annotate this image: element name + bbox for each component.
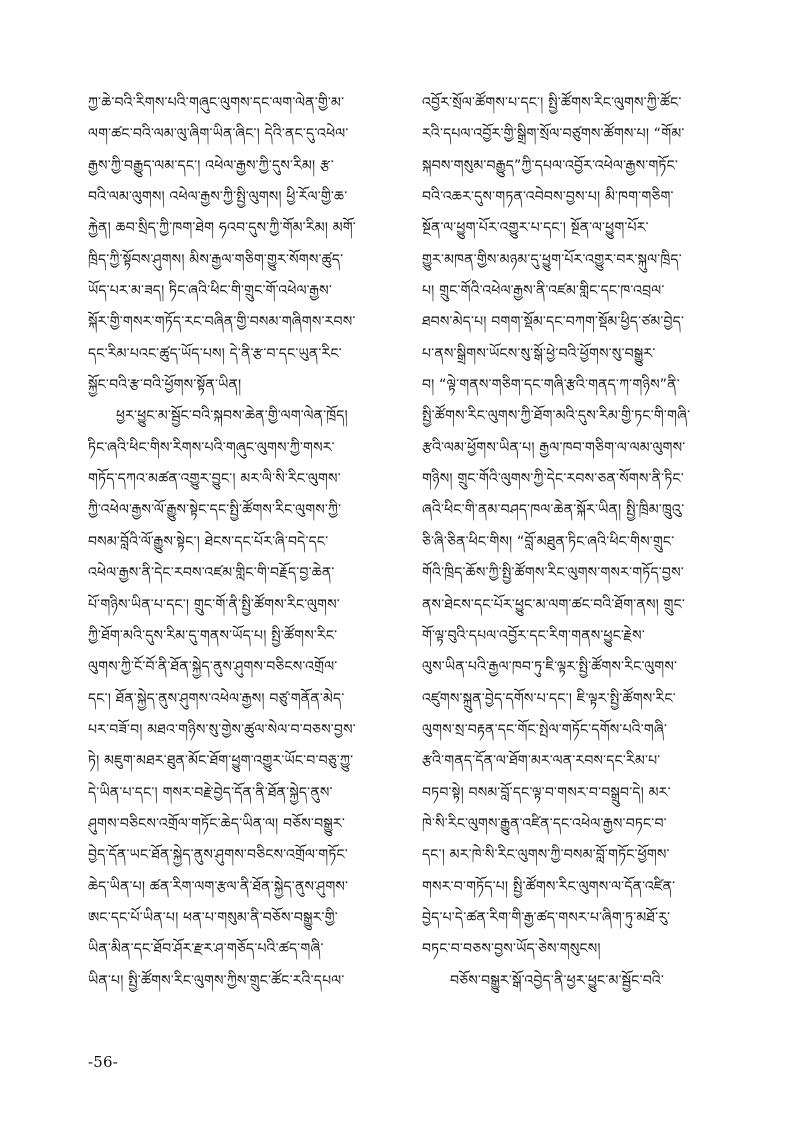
right-column — [422, 88, 767, 997]
text-line: པར་བཟོ་བ། མཐའ་གཉིས་སུ་གྱེས་ཚུལ་སེལ་བ་བཅས་བྱས་ — [88, 721, 356, 738]
text-line: ཨང་དང་པོ་ཡིན་པ། ཕན་པ་གསུམ་ནི་བཅོས་བསྒྱུར་གྱི་ — [88, 909, 338, 926]
paragraph-start-line: ཕྱར་ཕྱུང་མ་སྦྱོང་བའི་སྐབས་ཆེན་གྱི་ལག་ལེན་ཁྲོད། — [116, 408, 348, 425]
text-line: དང་། མར་ཁེ་སི་རིང་ལུགས་ཀྱི་བསམ་བློ་གཏོང་ཕྱོགས་ — [422, 847, 670, 864]
paragraph-start-line: བཅོས་བསྒྱུར་སྒོ་འབྱེད་ནི་ཕྱར་ཕྱུང་མ་སྦྱོང་བའི་ — [450, 972, 665, 989]
text-line: རྩའི་ལམ་ཕྱོགས་ཡིན་པ། རྒྱལ་ཁབ་གཅིག་ལ་ལམ་ལུགས་ — [422, 439, 686, 456]
text-line: ལུགས་ཀྱི་ངོ་བོ་ནི་ཐོན་སྐྱེད་ནུས་ཤུགས་བཅིངས་འགྲོལ་ — [88, 659, 338, 676]
text-line: བའི་འཆར་དུས་གཏན་འབེབས་བྱས་པ། མི་ཁག་གཅིག་ — [422, 189, 674, 206]
text-line: བའི་ལམ་ལུགས། འཕེལ་རྒྱས་ཀྱི་སྤྱི་ལུགས། ཕྱི་རོལ་གྱི་ཆ་ — [88, 189, 348, 206]
text-line: བཏབ་སྟེ། བསམ་བློ་དང་ལྟ་བ་གསར་བ་བསྒྲུབ་དེ། མར་ — [422, 784, 671, 801]
text-line: འཛུགས་སྐྲུན་བྱེད་དགོས་པ་དང་། ཇི་ལྟར་སྤྱི་ཚོགས་རིང་ — [422, 690, 676, 707]
text-line: སྤྱི་ཚོགས་རིང་ལུགས་ཀྱི་ཐོག་མའི་དུས་རིམ་གྱི་ཏང་གི་གཞི་ — [422, 408, 691, 425]
text-line: ཡིན་མིན་དང་ཐོབ་ཤོར་རྫར་ཤ་གཅོད་པའི་ཚད་གཞི་ — [88, 941, 324, 958]
text-line: གོའི་ཁྲིད་ཆོས་ཀྱི་སྤྱི་ཚོགས་རིང་ལུགས་གསར་གཏོད་བྱས་ — [422, 565, 684, 582]
text-line: གཏོད་དཀའ་མཚན་འགྱུར་བྱུང་། མར་ལི་སི་རིང་ལུགས་ — [88, 471, 341, 488]
text-line: འཕེལ་རྒྱས་ནི་དེང་རབས་འཛམ་གླིང་གི་བརྗོད་བྱ་ཆེན་ — [88, 565, 335, 582]
text-line: ཀྱ་ཆེ་བའི་རིགས་པའི་གཞུང་ལུགས་དང་ལག་ལེན་གྱི་མ་ — [88, 95, 345, 111]
text-line: སྐབས་གསུམ་བརྒྱུད”ཀྱི་དཔལ་འབྱོར་འཕེལ་རྒྱས་གཏོང་ — [422, 157, 678, 174]
text-line: བྱེད་པ་དེ་ཚན་རིག་གི་རྒྱ་ཚད་གསར་པ་ཞིག་ཏུ་མཐོ་རུ་ — [422, 909, 671, 926]
text-line: ཤུགས་བཅིངས་འགྲོལ་གཏོང་ཆེད་ཡིན་ལ། བཅོས་བསྒྱུར་ — [88, 815, 345, 832]
text-line: རྩའི་གནད་དོན་ལ་ཐོག་མར་ལན་རབས་དང་རིམ་པ་ — [422, 753, 661, 770]
text-line: ཡོད་པར་མ་ཟད། ཏིང་ཞའི་ཕིང་གི་གྲུང་གོ་འཕེལ་རྒྱས་ — [88, 283, 332, 300]
text-line: ཆེད་ཡིན་པ། ཚན་རིག་ལག་རྩལ་ནི་ཐོན་སྐྱེད་ནུས་ཤུགས་ — [88, 878, 349, 895]
text-line: ལག་ཚང་བའི་ལམ་ལུ་ཞིག་ཡིན་ཞིང་། དེའི་ནང་དུ་འཕེལ་ — [88, 126, 349, 143]
text-line: ཐབས་མེད་པ། བགག་སྡོམ་དང་བཀག་སྡོམ་ཕྱིད་ཙམ་བྱེད་ — [422, 314, 685, 331]
text-line: དང་། ཐོན་སྐྱེད་ནུས་ཤུགས་འཕེལ་རྒྱས། བཙུ་གནོན་མེད་ — [88, 690, 345, 707]
text-line: དང་རིམ་པའང་ཚུད་ཡོད་པས། དེ་ནི་རྩ་བ་དང་ཡུན་རིང་ — [88, 345, 342, 362]
text-line: བཏང་བ་བཅས་བྱས་ཡོད་ཅེས་གསུངས། — [422, 941, 601, 958]
page-number: -56- — [88, 1053, 119, 1071]
text-line: གོ་ལྟ་བུའི་དཔལ་འབྱོར་དང་རིག་གནས་ཕྱུང་རྗེས་ — [422, 627, 645, 644]
text-line: སྔོན་ལ་ཕྱུག་པོར་འགྱུར་པ་དང་། སྔོན་ལ་ཕྱུག་པོར་ — [422, 220, 649, 237]
text-line: ཏེ། མཇུག་མཐར་ཐུན་མོང་ཐོག་ཕྱུག་འགྱུར་ཡོང་བ་བཅུ་ཀྱུ་ — [88, 753, 354, 770]
text-line: ཅི་ཞི་ཅིན་ཕིང་གིས། “བློ་མཐུན་ཏིང་ཞའི་ཕིང་གིས་གྲུང་ — [422, 533, 675, 550]
text-line: ལུགས་སྲ་བརྟན་དང་གོང་སྤེལ་གཏོང་དགོས་པའི་གཞི་ — [422, 721, 668, 738]
text-line: སྐོར་གྱི་གསར་གཏོད་རང་བཞིན་གྱི་བསམ་གཞིགས་རབས་ — [88, 314, 356, 331]
text-line: རའི་དཔལ་འབྱོར་གྱི་སྒྲིག་སྲོལ་བཙུགས་ཚོགས་པ། “གོམ་ — [422, 126, 685, 143]
left-column — [88, 88, 433, 997]
text-line: གྱུར་མཁན་གྱིས་མཉམ་དུ་ཕྱུག་པོར་འགྱུར་བར་སྐུལ་ཁྲིད་ — [422, 251, 682, 268]
text-line: ཏིང་ཞའི་ཕིང་གིས་རིགས་པའི་གཞུང་ལུགས་ཀྱི་གསར་ — [88, 439, 335, 456]
text-line: པ་ནས་སྒྲིགས་ཡོངས་སུ་སྒོ་ཕྱེ་བའི་ཕྱོགས་སུ་བསྒྱུར་ — [422, 345, 656, 362]
text-line: ནས་ཐེངས་དང་པོར་ཕྱུང་མ་ལག་ཚང་བའི་ཐོག་ནས། གྲུང་ — [422, 596, 686, 613]
text-line: གསར་བ་གཏོད་པ། སྤྱི་ཚོགས་རིང་ལུགས་ལ་དོན་འཛིན་ — [422, 878, 676, 895]
text-line: སྐྱོང་བའི་རྩ་བའི་ཕྱོགས་སྟོན་ཡིན། — [88, 377, 242, 394]
text-line: ཀྱི་ཐོག་མའི་དུས་རིམ་དུ་གནས་ཡོད་པ། སྤྱི་ཚོགས་རིང་ — [88, 627, 338, 644]
text-line: ཁྲིད་ཀྱི་སྟོབས་ཤུགས། མིས་རྒྱལ་གཅིག་གྱུར་སོགས་ཚུད་ — [88, 251, 344, 268]
text-line: གཉིས། གྲུང་གོའི་ལུགས་ཀྱི་དེང་རབས་ཅན་སོགས་ནི་ཏིང་ — [422, 471, 684, 488]
text-line: པ། གྲུང་གོའི་འཕེལ་རྒྱས་ནི་འཛམ་གླིང་དང་ཁ་འབྲལ་ — [422, 283, 665, 300]
text-line: ཁེ་སི་རིང་ལུགས་རྒྱུན་འཛིན་དང་འཕེལ་རྒྱས་བཏང་བ་ — [422, 815, 667, 832]
text-line: དེ་ཡིན་པ་དང་། གསར་བརྗེ་བྱེད་དོན་ནི་ཐོན་སྐྱེད་ནུས་ — [88, 784, 333, 801]
text-line: ཀྱི་འཕེལ་རྒྱས་ལོ་རྒྱུས་སྟེང་དང་སྤྱི་ཚོགས་རིང་ལུགས་ཀྱི་ — [88, 502, 342, 519]
text-line: བ། “ལྟེ་གནས་གཅིག་དང་གཞི་རྩའི་གནད་ཀ་གཉིས”ནི་ — [422, 377, 680, 394]
text-line: རྒྱས་ཀྱི་བརྒྱུད་ལམ་དང་། འཕེལ་རྒྱས་ཀྱི་དུས་རིམ། རྩ་ — [88, 157, 334, 174]
text-line: རྐྱེན། ཆབ་སྲིད་ཀྱི་ཁག་ཐེག ཧའབ་དུས་ཀྱི་གོམ་རིམ། མགོ་ — [88, 220, 356, 237]
text-line: ཡིན་པ། སྤྱི་ཚོགས་རིང་ལུགས་ཀྱིས་གྲུང་ཚོང་རའི་དཔལ་ — [88, 972, 345, 989]
text-line: པོ་གཉིས་ཡིན་པ་དང་། གྲུང་གོ་ནི་སྤྱི་ཚོགས་རིང་ལུགས་ — [88, 596, 340, 613]
text-line: བསམ་བློའི་ལོ་རྒྱུས་སྟེང་། ཐེངས་དང་པོར་ཞི་བདེ་དང་ — [88, 533, 329, 550]
text-line: བྱེད་དོན་ཡང་ཐོན་སྐྱེད་ནུས་ཤུགས་བཅིངས་འགྲོལ་གཏོང་ — [88, 847, 348, 864]
text-line: ཞའི་ཕིང་གི་ནམ་བཤད་ཁལ་ཆེན་སྐོར་ཡིན། སྤྱི་ཁྲིམ་ཁྲུའུ་ — [422, 502, 685, 519]
text-line: ལུས་ཡིན་པའི་རྒྱལ་ཁབ་ཏུ་ཇི་ལྟར་སྤྱི་ཚོགས་རིང་ལུགས་ — [422, 659, 678, 676]
text-line: འབྱོར་སྲོལ་ཚོགས་པ་དང་། སྤྱི་ཚོགས་རིང་ལུགས་ཀྱི་ཚོང་ — [422, 95, 682, 111]
